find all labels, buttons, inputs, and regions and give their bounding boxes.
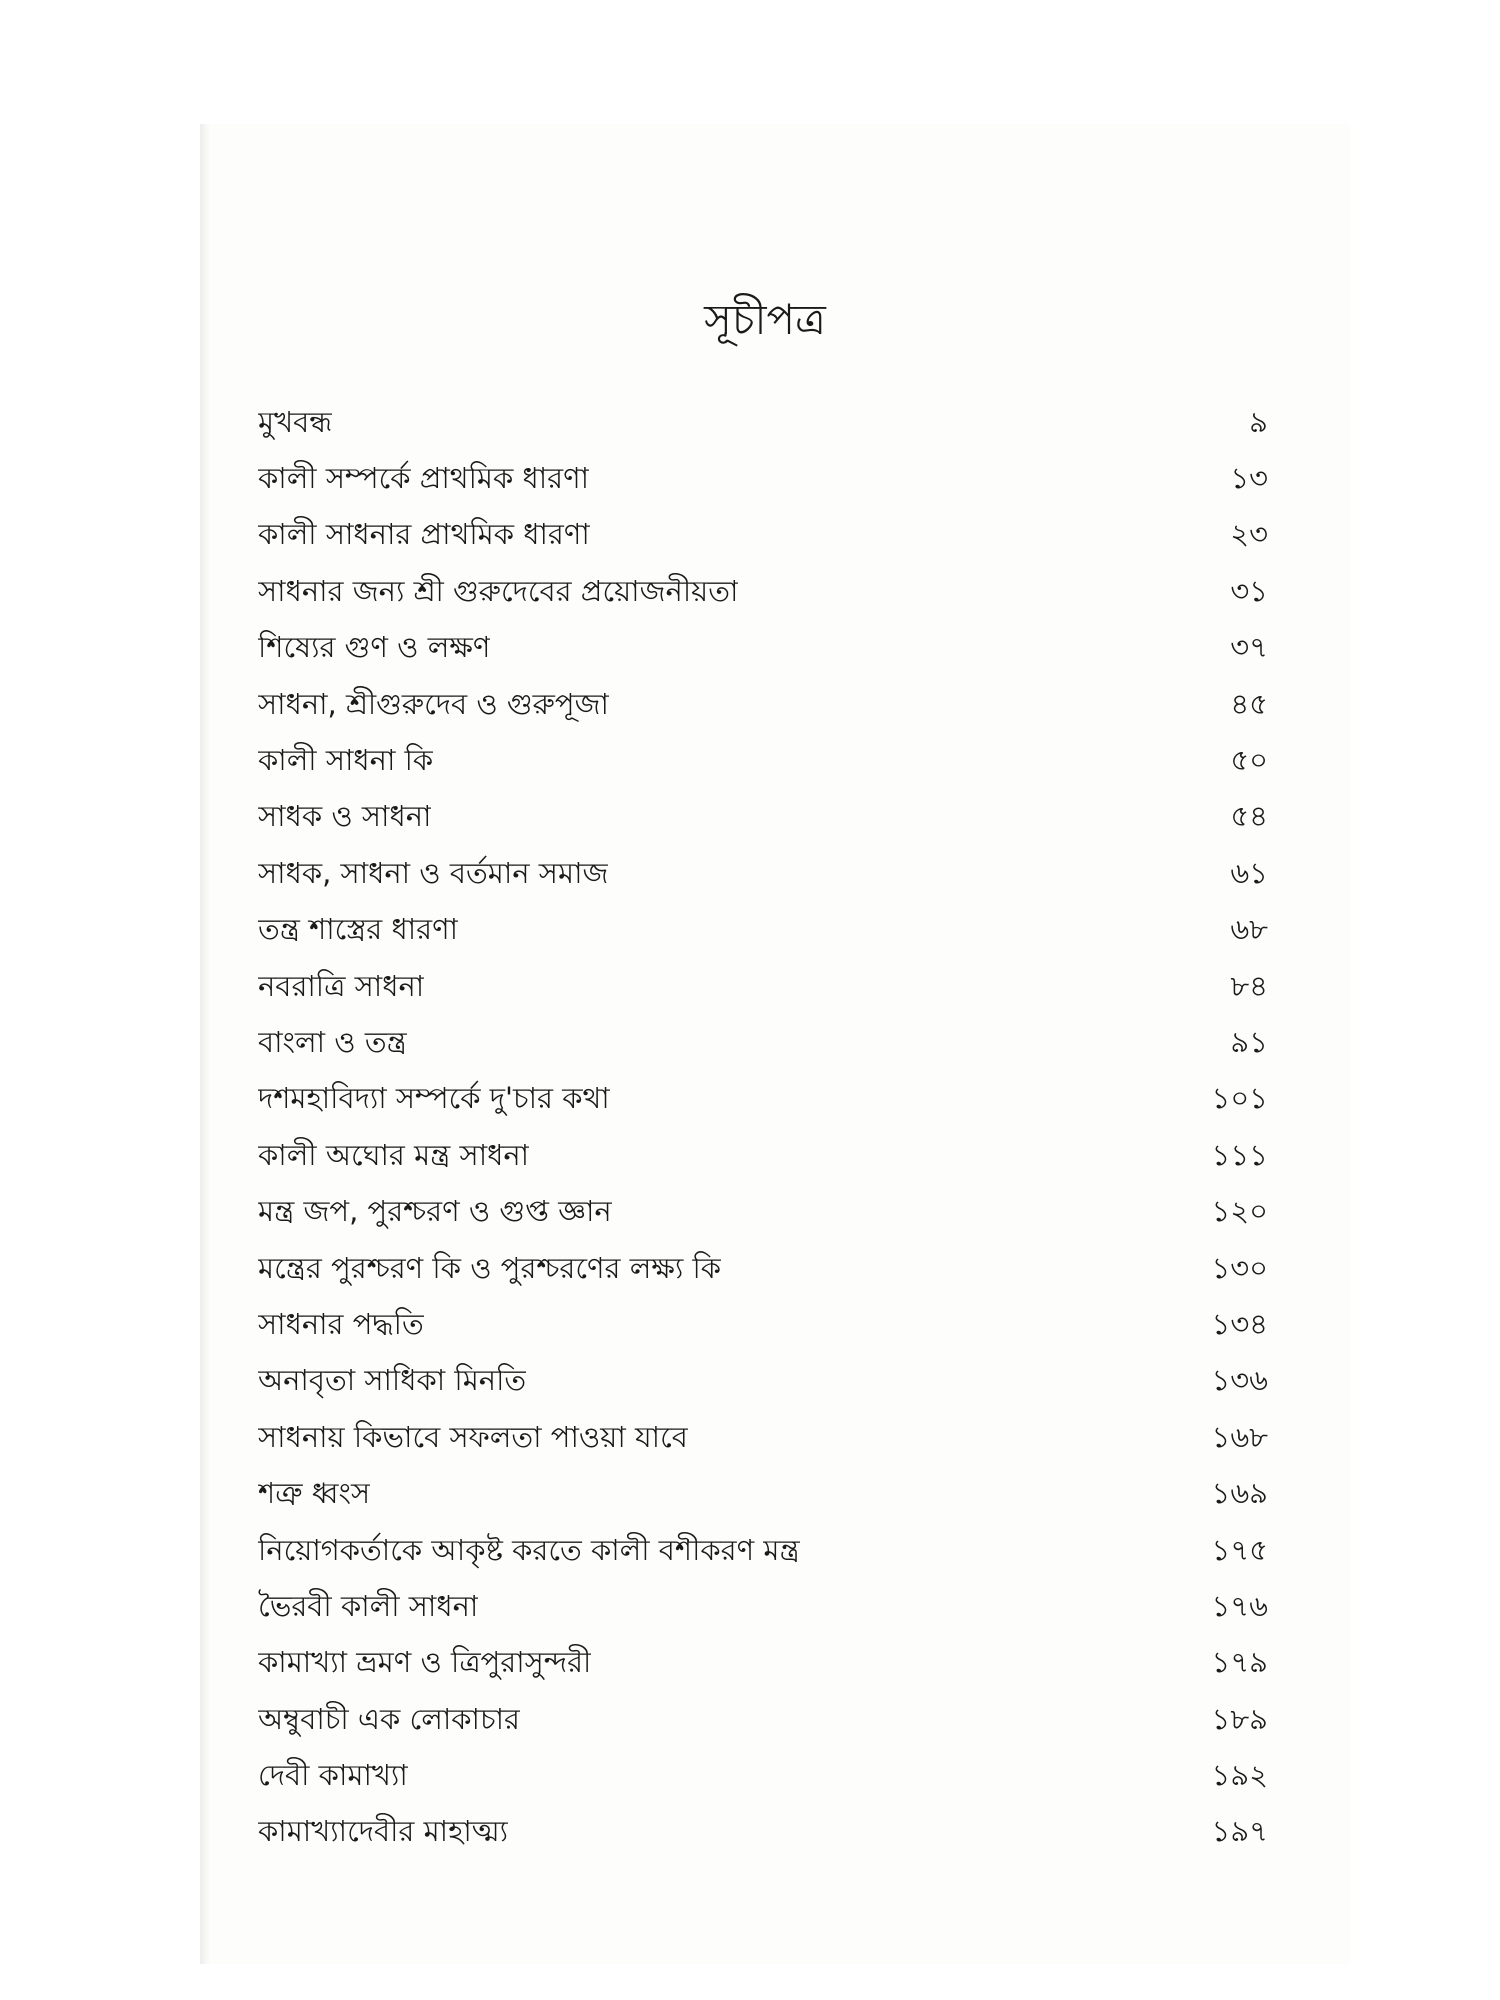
toc-entry-title: নিয়োগকর্তাকে আকৃষ্ট করতে কালী বশীকরণ মন্ত্র	[258, 1532, 800, 1567]
toc-entry-title: সাধক ও সাধনা	[258, 799, 432, 834]
toc-entry-page: ১১১	[1211, 1137, 1268, 1172]
toc-entry-title: মন্ত্র জপ, পুরশ্চরণ ও গুপ্ত জ্ঞান	[258, 1194, 612, 1229]
toc-entry-page: ৪৫	[1230, 686, 1268, 721]
toc-entry-title: তন্ত্র শাস্ত্রের ধারণা	[258, 912, 459, 947]
toc-entry-title: কালী সাধনা কি	[258, 743, 434, 778]
page-edge-shadow	[200, 124, 210, 1964]
toc-entry-title: সাধক, সাধনা ও বর্তমান সমাজ	[258, 855, 609, 890]
toc-entry-page: ১৮৯	[1211, 1701, 1268, 1736]
toc-entry-page: ১২০	[1211, 1194, 1268, 1229]
toc-entry	[258, 791, 1268, 847]
toc-entry	[258, 1129, 1268, 1185]
toc-entry	[258, 1637, 1268, 1693]
toc-entry-page: ১৭৯	[1211, 1645, 1268, 1680]
toc-entry-page: ১৭৬	[1211, 1588, 1268, 1623]
toc-entry-title: বাংলা ও তন্ত্র	[258, 1024, 407, 1059]
toc-entry-page: ১৩৪	[1211, 1306, 1268, 1341]
toc-entry-title: অনাবৃতা সাধিকা মিনতি	[258, 1363, 527, 1398]
toc-entry-title: কালী সাধনার প্রাথমিক ধারণা	[258, 517, 590, 552]
toc-entry-page: ১৭৫	[1211, 1532, 1268, 1567]
toc-entry-title: সাধনায় কিভাবে সফলতা পাওয়া যাবে	[258, 1419, 688, 1454]
toc-entry-title: নবরাত্রি সাধনা	[258, 968, 425, 1003]
toc-entry	[258, 1749, 1268, 1805]
toc-entry	[258, 1580, 1268, 1636]
toc-entry	[258, 847, 1268, 903]
toc-entry-page: ১৬৯	[1211, 1476, 1268, 1511]
toc-entry-page: ১৯২	[1211, 1758, 1268, 1793]
toc-entry-title: ভৈরবী কালী সাধনা	[258, 1588, 479, 1623]
toc-entry-page: ১০১	[1211, 1081, 1268, 1116]
toc-entry-page: ৫৪	[1230, 799, 1268, 834]
toc-entry	[258, 678, 1268, 734]
toc-entry-title: কালী অঘোর মন্ত্র সাধনা	[258, 1137, 530, 1172]
toc-entry	[258, 622, 1268, 678]
toc-entry	[258, 396, 1268, 452]
toc-entry-page: ১৩৬	[1211, 1363, 1268, 1398]
toc-entry-page: ৯১	[1230, 1024, 1268, 1059]
toc-entry-title: মুখবন্ধ	[258, 404, 333, 439]
toc-entry	[258, 1242, 1268, 1298]
toc-entry-title: সাধনার পদ্ধতি	[258, 1306, 424, 1341]
toc-entry-page: ২৩	[1230, 517, 1268, 552]
toc-entry	[258, 1355, 1268, 1411]
toc-entry	[258, 1806, 1268, 1862]
toc-entry-title: কামাখ্যাদেবীর মাহাত্ম্য	[258, 1814, 509, 1849]
toc-entry-title: সাধনা, শ্রীগুরুদেব ও গুরুপূজা	[258, 686, 609, 721]
toc-entry-title: মন্ত্রের পুরশ্চরণ কি ও পুরশ্চরণের লক্ষ্য কি	[258, 1250, 722, 1285]
toc-entry-page: ৫০	[1230, 743, 1268, 778]
toc-entry-page: ১৯৭	[1211, 1814, 1268, 1849]
toc-entry-page: ৬১	[1230, 855, 1268, 890]
toc-entry-title: দেবী কামাখ্যা	[258, 1758, 408, 1793]
toc-entry	[258, 1073, 1268, 1129]
toc-entry-page: ৮৪	[1230, 968, 1268, 1003]
toc-entry	[258, 734, 1268, 790]
toc-entry	[258, 1467, 1268, 1523]
toc-entry	[258, 1298, 1268, 1354]
toc-entry	[258, 1411, 1268, 1467]
toc-entry	[258, 452, 1268, 508]
toc-entry-title: শত্রু ধ্বংস	[258, 1476, 371, 1511]
toc-entry-page: ১৩০	[1211, 1250, 1268, 1285]
toc-entry	[258, 904, 1268, 960]
toc-entry-title: অম্বুবাচী এক লোকাচার	[258, 1701, 520, 1736]
toc-entry-title: শিষ্যের গুণ ও লক্ষণ	[258, 630, 491, 665]
toc-entry-title: কালী সম্পর্কে প্রাথমিক ধারণা	[258, 461, 590, 496]
toc-entry-page: ৯	[1249, 404, 1268, 439]
toc-entry	[258, 960, 1268, 1016]
toc-entry-page: ১৬৮	[1211, 1419, 1268, 1454]
toc-entry-page: ৩৭	[1230, 630, 1268, 665]
toc-entry	[258, 509, 1268, 565]
toc-entry-title: দশমহাবিদ্যা সম্পর্কে দু'চার কথা	[258, 1081, 610, 1116]
toc-entry	[258, 565, 1268, 621]
toc-entry-page: ১৩	[1230, 461, 1268, 496]
toc-entry	[258, 1524, 1268, 1580]
page-title: সূচীপত্র	[704, 295, 826, 344]
table-of-contents	[258, 396, 1268, 1862]
toc-entry	[258, 1693, 1268, 1749]
toc-entry-title: সাধনার জন্য শ্রী গুরুদেবের প্রয়োজনীয়তা	[258, 573, 739, 608]
toc-entry	[258, 1185, 1268, 1241]
toc-entry-page: ৩১	[1230, 573, 1268, 608]
toc-entry-page: ৬৮	[1230, 912, 1268, 947]
toc-entry-title: কামাখ্যা ভ্রমণ ও ত্রিপুরাসুন্দরী	[258, 1645, 592, 1680]
toc-entry	[258, 1016, 1268, 1072]
